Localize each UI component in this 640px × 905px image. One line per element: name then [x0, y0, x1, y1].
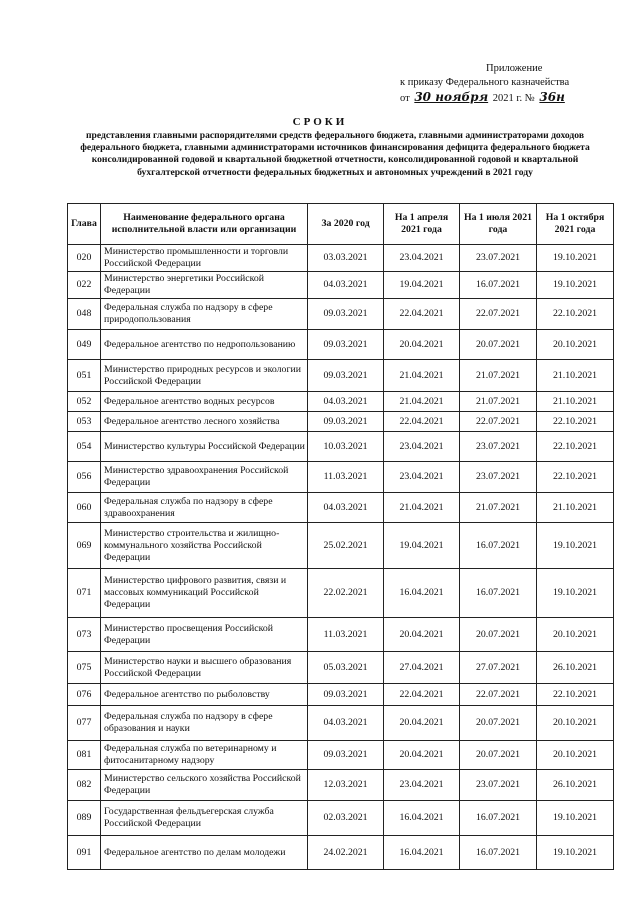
row-date-2020: 25.02.2021 — [308, 523, 384, 569]
row-date-october: 22.10.2021 — [537, 684, 614, 706]
row-name: Министерство промышленности и торговли Российской Федерации — [101, 245, 308, 272]
row-date-july: 20.07.2021 — [460, 618, 537, 652]
row-name: Министерство культуры Российской Федерации — [101, 432, 308, 462]
document-subtitle: представления главными распорядителями средств федерального бюджета, главными администраторами доходов федерального бюджета, главными администраторами источников финансирования дефицита федерального бюджета консолидированной годовой и квартальной бюджетной отчетности, консолидированной годовой и квартальной бухгалтерской отчетности федеральных бюджетных и автономных учреждений в 2021 году — [80, 130, 590, 178]
row-date-october: 22.10.2021 — [537, 432, 614, 462]
row-name: Федеральное агентство лесного хозяйства — [101, 412, 308, 432]
table-row — [68, 770, 614, 801]
row-date-july: 23.07.2021 — [460, 770, 537, 801]
row-date-april: 27.04.2021 — [384, 652, 460, 684]
row-code: 051 — [68, 360, 101, 392]
row-date-2020: 12.03.2021 — [308, 770, 384, 801]
document-title: СРОКИ — [292, 116, 348, 128]
row-date-october: 20.10.2021 — [537, 618, 614, 652]
table-row — [68, 299, 614, 330]
row-code: 048 — [68, 299, 101, 330]
row-date-2020: 04.03.2021 — [308, 272, 384, 299]
row-date-october: 21.10.2021 — [537, 493, 614, 523]
row-date-july: 22.07.2021 — [460, 412, 537, 432]
row-date-july: 22.07.2021 — [460, 684, 537, 706]
table-row — [68, 272, 614, 299]
row-date-2020: 02.03.2021 — [308, 801, 384, 836]
row-date-july: 21.07.2021 — [460, 493, 537, 523]
row-date-2020: 09.03.2021 — [308, 330, 384, 360]
row-date-july: 20.07.2021 — [460, 706, 537, 741]
table-row — [68, 245, 614, 272]
row-date-july: 23.07.2021 — [460, 432, 537, 462]
row-code: 076 — [68, 684, 101, 706]
row-name: Министерство сельского хозяйства Российской Федерации — [101, 770, 308, 801]
table-row — [68, 569, 614, 618]
row-code: 053 — [68, 412, 101, 432]
row-date-april: 19.04.2021 — [384, 523, 460, 569]
row-date-july: 20.07.2021 — [460, 741, 537, 770]
row-name: Министерство просвещения Российской Федерации — [101, 618, 308, 652]
row-name: Министерство науки и высшего образования Российской Федерации — [101, 652, 308, 684]
row-date-october: 22.10.2021 — [537, 462, 614, 493]
row-date-july: 16.07.2021 — [460, 272, 537, 299]
order-reference: к приказу Федерального казначейства — [400, 77, 570, 88]
row-code: 082 — [68, 770, 101, 801]
row-date-july: 23.07.2021 — [460, 245, 537, 272]
row-name: Министерство энергетики Российской Федерации — [101, 272, 308, 299]
table-row — [68, 432, 614, 462]
table-row — [68, 523, 614, 569]
row-code: 049 — [68, 330, 101, 360]
row-date-2020: 09.03.2021 — [308, 741, 384, 770]
row-name: Федеральная служба по надзору в сфере образования и науки — [101, 706, 308, 741]
appendix-block — [400, 62, 590, 106]
table-row — [68, 801, 614, 836]
table-row — [68, 618, 614, 652]
row-code: 054 — [68, 432, 101, 462]
row-date-july: 22.07.2021 — [460, 299, 537, 330]
row-date-april: 22.04.2021 — [384, 412, 460, 432]
header-chapter: Глава — [68, 204, 101, 245]
row-code: 089 — [68, 801, 101, 836]
row-name: Федеральное агентство по делам молодежи — [101, 836, 308, 870]
row-date-april: 20.04.2021 — [384, 330, 460, 360]
row-name: Федеральная служба по надзору в сфере природопользования — [101, 299, 308, 330]
row-date-july: 16.07.2021 — [460, 523, 537, 569]
header-october: На 1 октября 2021 года — [537, 204, 614, 245]
row-date-october: 19.10.2021 — [537, 801, 614, 836]
row-date-2020: 09.03.2021 — [308, 412, 384, 432]
row-date-july: 23.07.2021 — [460, 462, 537, 493]
row-date-2020: 10.03.2021 — [308, 432, 384, 462]
row-date-october: 22.10.2021 — [537, 299, 614, 330]
row-code: 020 — [68, 245, 101, 272]
table-row — [68, 412, 614, 432]
row-date-october: 21.10.2021 — [537, 360, 614, 392]
row-date-october: 20.10.2021 — [537, 330, 614, 360]
header-april: На 1 апреля 2021 года — [384, 204, 460, 245]
row-code: 091 — [68, 836, 101, 870]
row-date-2020: 09.03.2021 — [308, 684, 384, 706]
header-july: На 1 июля 2021 года — [460, 204, 537, 245]
row-date-april: 21.04.2021 — [384, 493, 460, 523]
table-row — [68, 392, 614, 412]
row-date-october: 22.10.2021 — [537, 412, 614, 432]
header-organization: Наименование федерального органа исполнительной власти или организации — [101, 204, 308, 245]
table-header-row — [68, 204, 614, 245]
row-name: Федеральное агентство по рыболовству — [101, 684, 308, 706]
row-date-april: 16.04.2021 — [384, 801, 460, 836]
row-name: Министерство строительства и жилищно-коммунального хозяйства Российской Федерации — [101, 523, 308, 569]
table-row — [68, 741, 614, 770]
row-date-july: 16.07.2021 — [460, 569, 537, 618]
row-date-2020: 04.03.2021 — [308, 392, 384, 412]
row-date-july: 20.07.2021 — [460, 330, 537, 360]
row-name: Федеральное агентство по недропользованию — [101, 330, 308, 360]
row-code: 081 — [68, 741, 101, 770]
row-date-2020: 09.03.2021 — [308, 360, 384, 392]
row-date-april: 23.04.2021 — [384, 432, 460, 462]
row-date-october: 19.10.2021 — [537, 569, 614, 618]
row-date-april: 21.04.2021 — [384, 392, 460, 412]
row-date-april: 23.04.2021 — [384, 462, 460, 493]
order-date-line: от 30 ноября 2021 г. № 36н — [400, 90, 565, 104]
table-row — [68, 330, 614, 360]
row-date-july: 16.07.2021 — [460, 801, 537, 836]
row-date-2020: 11.03.2021 — [308, 618, 384, 652]
row-date-2020: 09.03.2021 — [308, 299, 384, 330]
row-date-april: 16.04.2021 — [384, 836, 460, 870]
row-date-2020: 24.02.2021 — [308, 836, 384, 870]
row-name: Министерство цифрового развития, связи и массовых коммуникаций Российской Федерации — [101, 569, 308, 618]
row-date-2020: 04.03.2021 — [308, 706, 384, 741]
row-date-october: 19.10.2021 — [537, 245, 614, 272]
row-date-october: 19.10.2021 — [537, 836, 614, 870]
deadlines-table — [67, 203, 614, 870]
row-code: 073 — [68, 618, 101, 652]
row-code: 075 — [68, 652, 101, 684]
row-date-april: 23.04.2021 — [384, 770, 460, 801]
row-date-april: 20.04.2021 — [384, 741, 460, 770]
row-date-october: 26.10.2021 — [537, 652, 614, 684]
row-date-2020: 04.03.2021 — [308, 493, 384, 523]
row-date-april: 16.04.2021 — [384, 569, 460, 618]
row-code: 052 — [68, 392, 101, 412]
row-date-april: 22.04.2021 — [384, 299, 460, 330]
row-code: 022 — [68, 272, 101, 299]
row-code: 077 — [68, 706, 101, 741]
table-row — [68, 462, 614, 493]
row-date-april: 21.04.2021 — [384, 360, 460, 392]
row-date-july: 27.07.2021 — [460, 652, 537, 684]
row-name: Министерство природных ресурсов и экологии Российской Федерации — [101, 360, 308, 392]
table-row — [68, 684, 614, 706]
row-date-july: 21.07.2021 — [460, 360, 537, 392]
row-date-october: 19.10.2021 — [537, 523, 614, 569]
row-date-july: 21.07.2021 — [460, 392, 537, 412]
row-date-april: 22.04.2021 — [384, 684, 460, 706]
table-row — [68, 493, 614, 523]
row-date-2020: 03.03.2021 — [308, 245, 384, 272]
table-row — [68, 360, 614, 392]
row-date-october: 20.10.2021 — [537, 706, 614, 741]
table-row — [68, 706, 614, 741]
row-date-april: 23.04.2021 — [384, 245, 460, 272]
row-date-october: 21.10.2021 — [537, 392, 614, 412]
handwritten-date: 30 ноября — [414, 90, 489, 104]
row-code: 069 — [68, 523, 101, 569]
table-row — [68, 652, 614, 684]
row-name: Федеральное агентство водных ресурсов — [101, 392, 308, 412]
row-date-april: 20.04.2021 — [384, 618, 460, 652]
row-date-october: 26.10.2021 — [537, 770, 614, 801]
table-row — [68, 836, 614, 870]
row-code: 056 — [68, 462, 101, 493]
appendix-label: Приложение — [486, 63, 543, 74]
header-year-2020: За 2020 год — [308, 204, 384, 245]
row-code: 060 — [68, 493, 101, 523]
row-name: Федеральная служба по надзору в сфере здравоохранения — [101, 493, 308, 523]
row-date-2020: 05.03.2021 — [308, 652, 384, 684]
row-date-2020: 22.02.2021 — [308, 569, 384, 618]
row-date-october: 20.10.2021 — [537, 741, 614, 770]
row-name: Федеральная служба по ветеринарному и фитосанитарному надзору — [101, 741, 308, 770]
row-code: 071 — [68, 569, 101, 618]
row-date-april: 19.04.2021 — [384, 272, 460, 299]
handwritten-number: 36н — [539, 90, 565, 104]
row-name: Министерство здравоохранения Российской Федерации — [101, 462, 308, 493]
row-date-october: 19.10.2021 — [537, 272, 614, 299]
row-date-2020: 11.03.2021 — [308, 462, 384, 493]
row-date-july: 16.07.2021 — [460, 836, 537, 870]
row-name: Государственная фельдъегерская служба Российской Федерации — [101, 801, 308, 836]
row-date-april: 20.04.2021 — [384, 706, 460, 741]
